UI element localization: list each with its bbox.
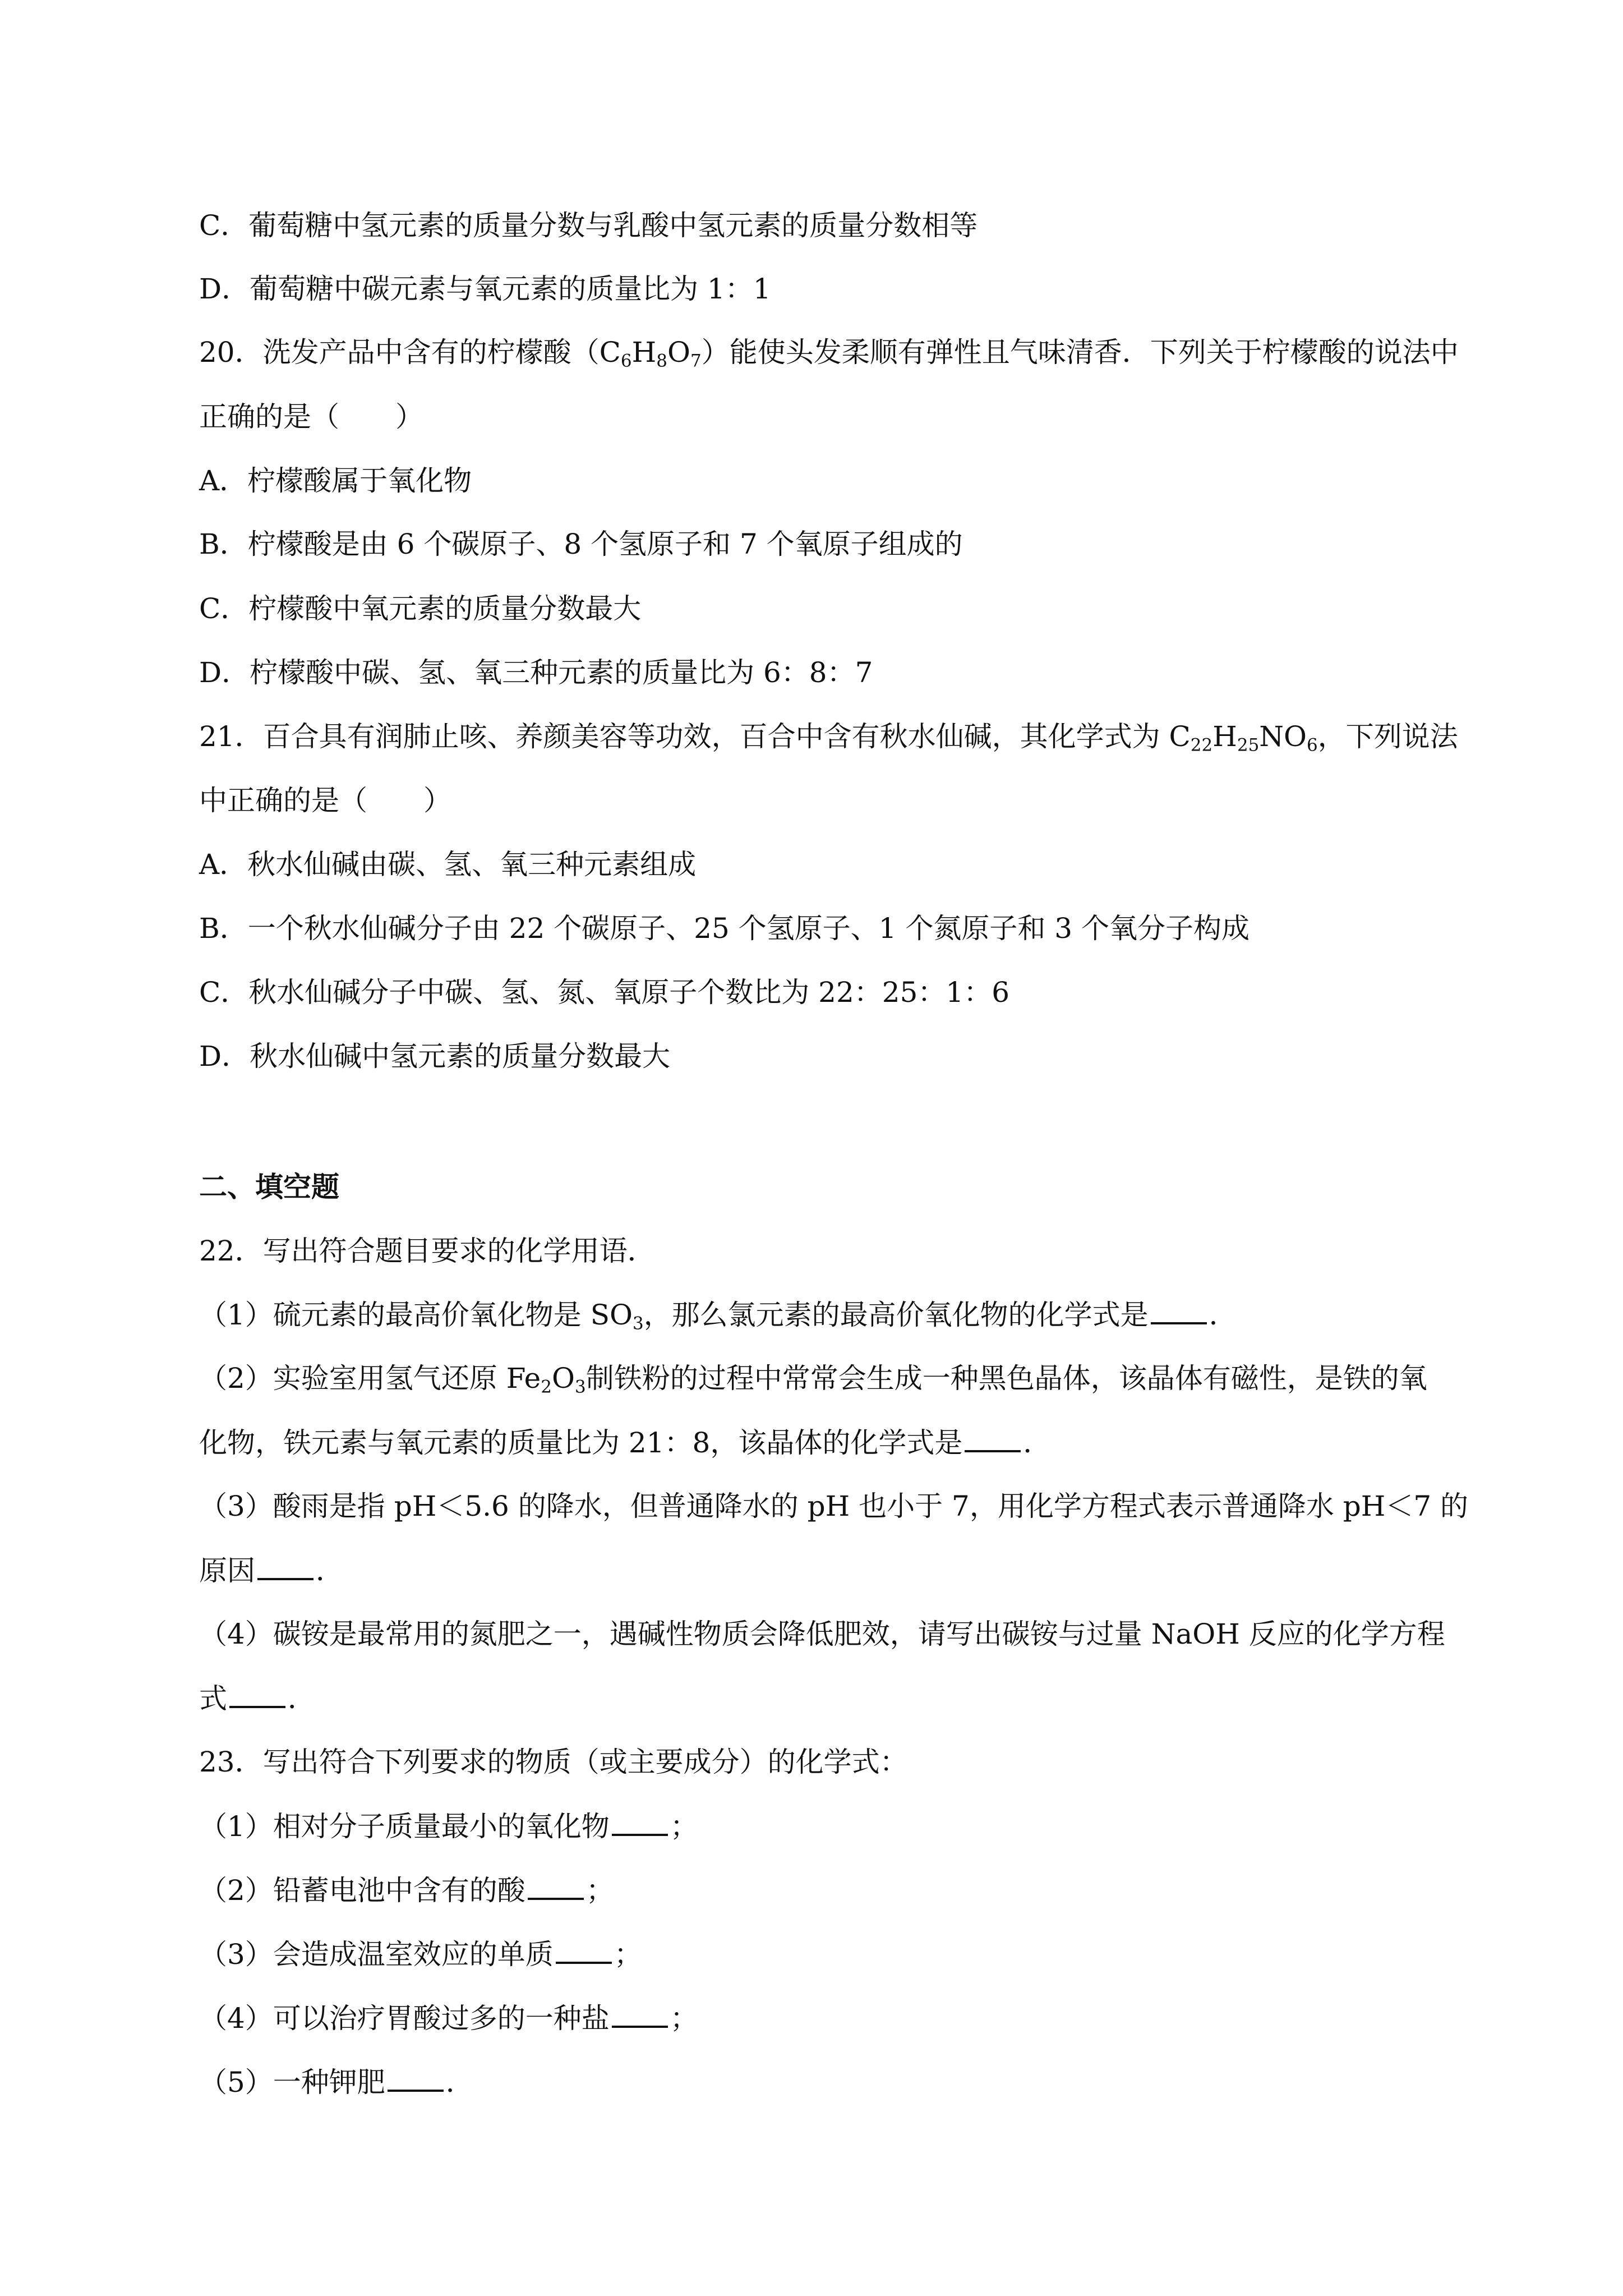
q21-stem-line2 [199,784,451,817]
stem-text: 原因 [199,1554,255,1587]
stem-text: （4）碳铵是最常用的氮肥之一，遇碱性物质会降低肥效，请写出碳铵与过量 NaOH 反应的化学方程 [199,1618,1445,1650]
stem-text: ）能使头发柔顺有弹性且气味清香．下列关于柠檬酸的说法中 [701,336,1459,369]
q23-part-3 [199,1937,642,1971]
stem-text: 中正确的是（ ） [199,784,451,817]
answer-blank[interactable] [612,1809,668,1836]
formula-subscript: 3 [632,1313,644,1334]
q21-stem-line1 [199,720,1458,756]
stem-text: （1）硫元素的最高价氧化物是 SO [199,1299,633,1331]
formula-element: O [552,1362,575,1395]
option-text: C．秋水仙碱分子中碳、氢、氮、氧原子个数比为 22：25：1：6 [199,976,1010,1009]
option-text: D．秋水仙碱中氢元素的质量分数最大 [199,1040,671,1073]
q23-part-4 [199,2001,698,2035]
section-heading [199,1170,339,1204]
answer-blank[interactable] [257,1553,313,1580]
stem-text: （2）铅蓄电池中含有的酸 [199,1874,525,1907]
stem-text: 正确的是（ ） [199,401,423,433]
answer-blank[interactable] [556,1937,612,1964]
answer-blank[interactable] [388,2065,444,2092]
answer-blank[interactable] [528,1873,584,1900]
stem-text: 制铁粉的过程中常常会生成一种黑色晶体，该晶体有磁性，是铁的氧 [585,1362,1427,1395]
q22-part-4-line1 [199,1617,1445,1651]
answer-blank[interactable] [965,1425,1021,1452]
answer-blank[interactable] [1151,1297,1207,1324]
formula-subscript: 25 [1237,735,1260,756]
option-text: A．秋水仙碱由碳、氢、氧三种元素组成 [199,848,697,881]
formula-element: H [631,336,657,369]
punctuation: ． [316,1554,344,1587]
stem-text: （5）一种钾肥 [199,2066,385,2099]
stem-text: 式 [199,1682,227,1715]
q20-stem-line1 [199,335,1459,369]
q22-part-1 [199,1297,1237,1332]
q19-option-c [199,209,978,242]
punctuation: ； [670,2002,698,2035]
stem-text: 21．百合具有润肺止咳、养颜美容等功效，百合中含有秋水仙碱，其化学式为 C [199,720,1191,753]
punctuation: ； [670,1810,698,1843]
q23-part-2 [199,1873,614,1907]
heading-text: 二、填空题 [199,1170,339,1203]
formula-subscript: 3 [575,1377,586,1397]
q20-option-b [199,527,963,561]
option-text: D．柠檬酸中碳、氢、氧三种元素的质量比为 6：8：7 [199,656,873,689]
answer-blank[interactable] [612,2001,668,2028]
formula-subscript: 8 [656,351,667,371]
q23-part-5 [199,2065,474,2099]
formula-element: H [1212,720,1237,753]
option-text: B．柠檬酸是由 6 个碳原子、8 个氢原子和 7 个氧原子组成的 [199,528,963,560]
stem-text: （3）酸雨是指 pH＜5.6 的降水，但普通降水的 pH 也小于 7，用化学方程式表示普通降水 pH＜7 的 [199,1490,1469,1522]
formula-subscript: 6 [1307,735,1318,756]
punctuation: ； [614,1938,642,1971]
stem-text: 20．洗发产品中含有的柠檬酸（C [199,336,621,369]
formula-subscript: 6 [620,351,632,371]
formula-element: O [667,336,690,369]
stem-text: （4）可以治疗胃酸过多的一种盐 [199,2002,610,2035]
q22-part-3-line2 [199,1553,344,1588]
stem-text: （1）相对分子质量最小的氧化物 [199,1810,610,1843]
q22-part-2-line1 [199,1361,1427,1395]
q19-option-d [199,272,771,306]
q21-option-d [199,1039,670,1073]
stem-text: 化物，铁元素与氧元素的质量比为 21：8，该晶体的化学式是 [199,1427,963,1459]
punctuation: ． [288,1682,316,1715]
q21-option-a [199,848,696,881]
option-text: C．葡萄糖中氢元素的质量分数与乳酸中氢元素的质量分数相等 [199,209,978,242]
punctuation: ． [1209,1299,1237,1331]
q20-option-c [199,592,641,625]
stem-text: ，下列说法 [1317,720,1458,753]
stem-text: （2）实验室用氢气还原 Fe [199,1362,541,1395]
option-text: D．葡萄糖中碳元素与氧元素的质量比为 1：1 [199,273,771,305]
q21-option-c [199,976,1009,1009]
punctuation: ． [445,2066,474,2099]
formula-subscript: 7 [690,351,702,371]
q22-stem [199,1234,656,1268]
q23-stem [199,1745,908,1779]
stem-text: （3）会造成温室效应的单质 [199,1938,554,1971]
q20-option-a [199,464,472,498]
q22-part-3-line1 [199,1489,1468,1523]
option-text: B．一个秋水仙碱分子由 22 个碳原子、25 个氢原子、1 个氮原子和 3 个氧分子构成 [199,912,1249,945]
stem-text: ，那么氯元素的最高价氧化物的化学式是 [643,1299,1149,1331]
option-text: A．柠檬酸属于氧化物 [199,464,472,497]
stem-text: 23．写出符合下列要求的物质（或主要成分）的化学式： [199,1746,908,1778]
punctuation: ． [1023,1427,1052,1459]
q22-part-4-line2 [199,1681,316,1715]
q21-option-b [199,912,1249,945]
q20-option-d [199,656,873,689]
answer-blank[interactable] [229,1681,285,1708]
formula-element: NO [1259,720,1307,753]
option-text: C．柠檬酸中氧元素的质量分数最大 [199,592,642,625]
punctuation: ； [585,1874,614,1907]
q23-part-1 [199,1809,698,1843]
q20-stem-line2 [199,400,423,434]
q22-part-2-line2 [199,1425,1051,1460]
formula-subscript: 2 [541,1377,552,1397]
formula-subscript: 22 [1190,735,1213,756]
stem-text: 22．写出符合题目要求的化学用语． [199,1235,656,1267]
